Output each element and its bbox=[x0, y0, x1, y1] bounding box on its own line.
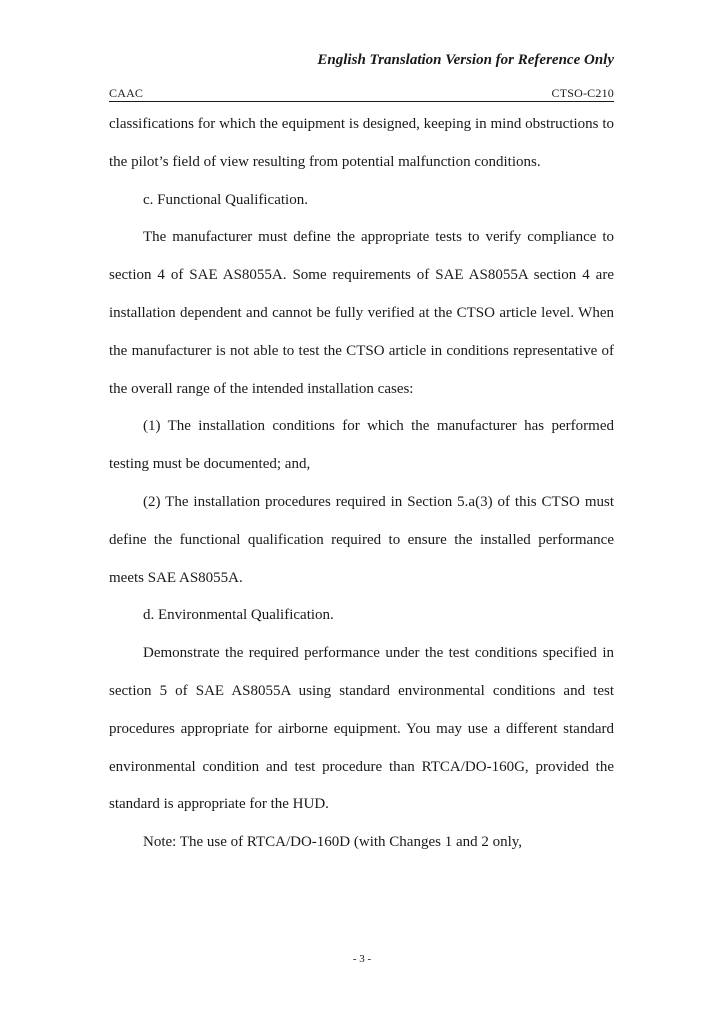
header-divider bbox=[109, 101, 614, 102]
page-number: - 3 - bbox=[352, 953, 372, 965]
body-text bbox=[109, 106, 614, 862]
section-heading-functional-qualification: c. Functional Qualification. bbox=[143, 191, 308, 208]
section-heading-environmental-qualification: d. Environmental Qualification. bbox=[143, 607, 334, 624]
paragraph-functional-tests: The manufacturer must define the appropriate tests to verify compliance to section 4 of SAE AS8055A. Some requirements of SAE AS8055A section 4 are installation dependent and cannot be fully verified at the CTSO article level. When the manufacturer is not able to test the CTSO article in conditions representative of the overall range of the intended installation cases: bbox=[109, 229, 614, 397]
paragraph-environmental-conditions: Demonstrate the required performance under the test conditions specified in section 5 of SAE AS8055A using standard environmental conditions and test procedures appropriate for airborne equipment. You may use a different standard environmental condition and test procedure than RTCA/DO-160G, provided the standard is appropriate for the HUD. bbox=[109, 645, 614, 813]
translation-notice: English Translation Version for Reference Only bbox=[317, 52, 614, 68]
list-item-2: (2) The installation procedures required in Section 5.a(3) of this CTSO must define the functional qualification required to ensure the installed performance meets SAE AS8055A. bbox=[109, 493, 614, 586]
paragraph-continuation: classifications for which the equipment is designed, keeping in mind obstructions to the pilot’s field of view resulting from potential malfunction conditions. bbox=[109, 116, 614, 170]
header-document-id: CTSO-C210 bbox=[551, 86, 614, 100]
header-issuer: CAAC bbox=[109, 86, 144, 100]
paragraph-note: Note: The use of RTCA/DO-160D (with Changes 1 and 2 only, bbox=[143, 834, 523, 851]
list-item-1: (1) The installation conditions for which the manufacturer has performed testing must be documented; and, bbox=[109, 418, 614, 473]
